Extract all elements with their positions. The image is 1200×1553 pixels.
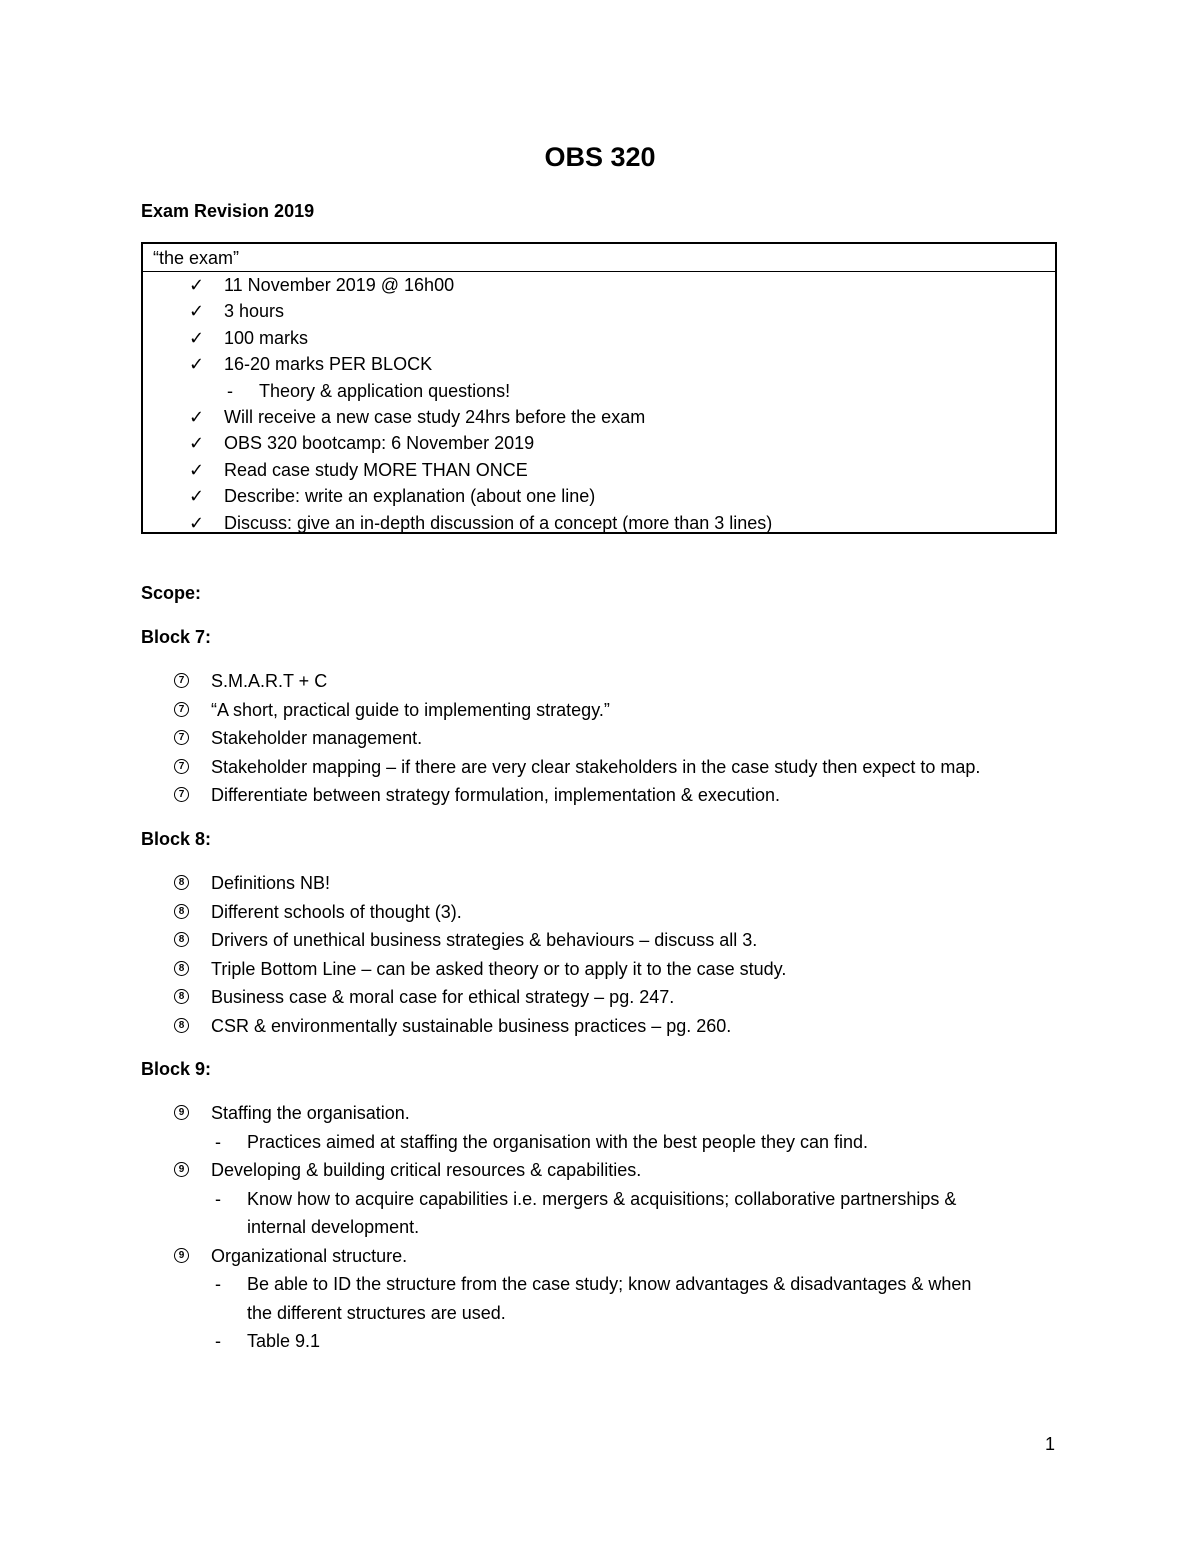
exam-box-heading: “the exam” (143, 244, 1055, 272)
exam-check-item (143, 404, 1055, 430)
exam-item-text: Discuss: give an in-depth discussion of a concept (more than 3 lines) (224, 512, 773, 533)
list-item-text: S.M.A.R.T + C (211, 671, 328, 691)
list-item-text: Stakeholder mapping – if there are very clear stakeholders in the case study then expect to map. (211, 756, 981, 777)
dash-marker: - (215, 1331, 221, 1351)
circled-number-icon: 8 (174, 989, 189, 1004)
exam-item-text: Read case study MORE THAN ONCE (224, 459, 528, 480)
exam-check-item (143, 430, 1055, 456)
exam-check-item (143, 351, 1055, 377)
circled-number-icon: 7 (174, 702, 189, 717)
checkmark-icon: ✓ (189, 459, 205, 480)
list-item (141, 926, 786, 955)
exam-check-item (143, 272, 1055, 298)
exam-check-item (143, 510, 1055, 536)
list-item-text: Different schools of thought (3). (211, 901, 462, 922)
list-item-text: Table 9.1 (247, 1331, 321, 1351)
dash-marker: - (227, 380, 233, 401)
list-item (141, 1156, 971, 1185)
list-item (141, 724, 980, 753)
list-item-text: “A short, practical guide to implementing strategy.” (211, 699, 610, 720)
exam-item-text: 100 marks (224, 327, 309, 348)
list-item (141, 696, 980, 725)
exam-info-list (143, 272, 1055, 536)
exam-info-box (141, 242, 1057, 534)
list-item (141, 1242, 971, 1271)
list-item (141, 753, 980, 782)
exam-sub-item (143, 378, 1055, 404)
exam-item-text: OBS 320 bootcamp: 6 November 2019 (224, 433, 535, 454)
checkmark-icon: ✓ (189, 486, 205, 507)
circled-number-icon: 7 (174, 759, 189, 774)
checkmark-icon: ✓ (189, 512, 205, 533)
list-item (141, 781, 980, 810)
sub-list-item (141, 1327, 971, 1356)
page-number: 1 (1045, 1434, 1056, 1454)
list-item-text: Business case & moral case for ethical strategy – pg. 247. (211, 987, 675, 1007)
block-9-heading: Block 9: (141, 1059, 212, 1079)
circled-number-icon: 9 (174, 1248, 189, 1263)
list-item-text: internal development. (247, 1217, 420, 1237)
checkmark-icon: ✓ (189, 327, 205, 348)
block-9-list (141, 1099, 971, 1356)
exam-item-text: Will receive a new case study 24hrs before the exam (224, 406, 646, 427)
dash-marker: - (215, 1131, 221, 1152)
list-item-text: Practices aimed at staffing the organisation with the best people they can find. (247, 1131, 869, 1152)
circled-number-icon: 8 (174, 904, 189, 919)
list-item-text: Developing & building critical resources & capabilities. (211, 1160, 642, 1180)
checkmark-icon: ✓ (189, 354, 205, 375)
checkmark-icon: ✓ (189, 275, 205, 295)
circled-number-icon: 8 (174, 1018, 189, 1033)
sub-list-item-continuation (141, 1213, 971, 1242)
exam-check-item (143, 457, 1055, 483)
list-item-text: Staffing the organisation. (211, 1103, 410, 1123)
list-item (141, 1099, 971, 1128)
circled-number-icon: 7 (174, 673, 189, 688)
list-item-text: Be able to ID the structure from the case study; know advantages & disadvantages & when (247, 1274, 972, 1294)
circled-number-icon: 7 (174, 730, 189, 745)
exam-item-text: 16-20 marks PER BLOCK (224, 354, 433, 375)
exam-item-text: Describe: write an explanation (about one line) (224, 486, 596, 507)
exam-item-text: 3 hours (224, 301, 285, 322)
list-item-text: Stakeholder management. (211, 728, 423, 748)
list-item-text: Organizational structure. (211, 1245, 408, 1266)
document-title: OBS 320 (544, 142, 656, 172)
list-item (141, 898, 786, 927)
circled-number-icon: 8 (174, 875, 189, 890)
list-item-text: CSR & environmentally sustainable business practices – pg. 260. (211, 1015, 732, 1036)
dash-marker: - (215, 1188, 221, 1209)
circled-number-icon: 7 (174, 787, 189, 802)
list-item (141, 1012, 786, 1041)
exam-check-item (143, 325, 1055, 351)
scope-label: Scope: (141, 583, 202, 603)
list-item-text: Differentiate between strategy formulation, implementation & execution. (211, 785, 780, 805)
sub-list-item (141, 1185, 971, 1214)
sub-list-item (141, 1270, 971, 1299)
list-item-text: Drivers of unethical business strategies & behaviours – discuss all 3. (211, 930, 758, 950)
checkmark-icon: ✓ (189, 406, 205, 427)
list-item (141, 667, 980, 696)
block-7-list (141, 667, 980, 810)
block-8-heading: Block 8: (141, 829, 212, 849)
sub-list-item-continuation (141, 1299, 971, 1328)
exam-item-text: 11 November 2019 @ 16h00 (224, 275, 455, 295)
sub-list-item (141, 1128, 971, 1157)
list-item (141, 955, 786, 984)
checkmark-icon: ✓ (189, 433, 205, 454)
block-8-list (141, 869, 786, 1040)
list-item (141, 983, 786, 1012)
list-item-text: Know how to acquire capabilities i.e. mergers & acquisitions; collaborative partnerships & (247, 1188, 957, 1209)
exam-item-text: Theory & application questions! (259, 380, 511, 401)
dash-marker: - (215, 1274, 221, 1294)
circled-number-icon: 9 (174, 1162, 189, 1177)
list-item-text: Triple Bottom Line – can be asked theory or to apply it to the case study. (211, 958, 787, 979)
exam-check-item (143, 298, 1055, 324)
list-item-text: the different structures are used. (247, 1302, 506, 1323)
circled-number-icon: 8 (174, 932, 189, 947)
circled-number-icon: 9 (174, 1105, 189, 1120)
exam-check-item (143, 483, 1055, 509)
circled-number-icon: 8 (174, 961, 189, 976)
checkmark-icon: ✓ (189, 301, 205, 322)
document-subtitle: Exam Revision 2019 (141, 201, 315, 221)
list-item-text: Definitions NB! (211, 873, 331, 893)
block-7-heading: Block 7: (141, 627, 212, 647)
list-item (141, 869, 786, 898)
